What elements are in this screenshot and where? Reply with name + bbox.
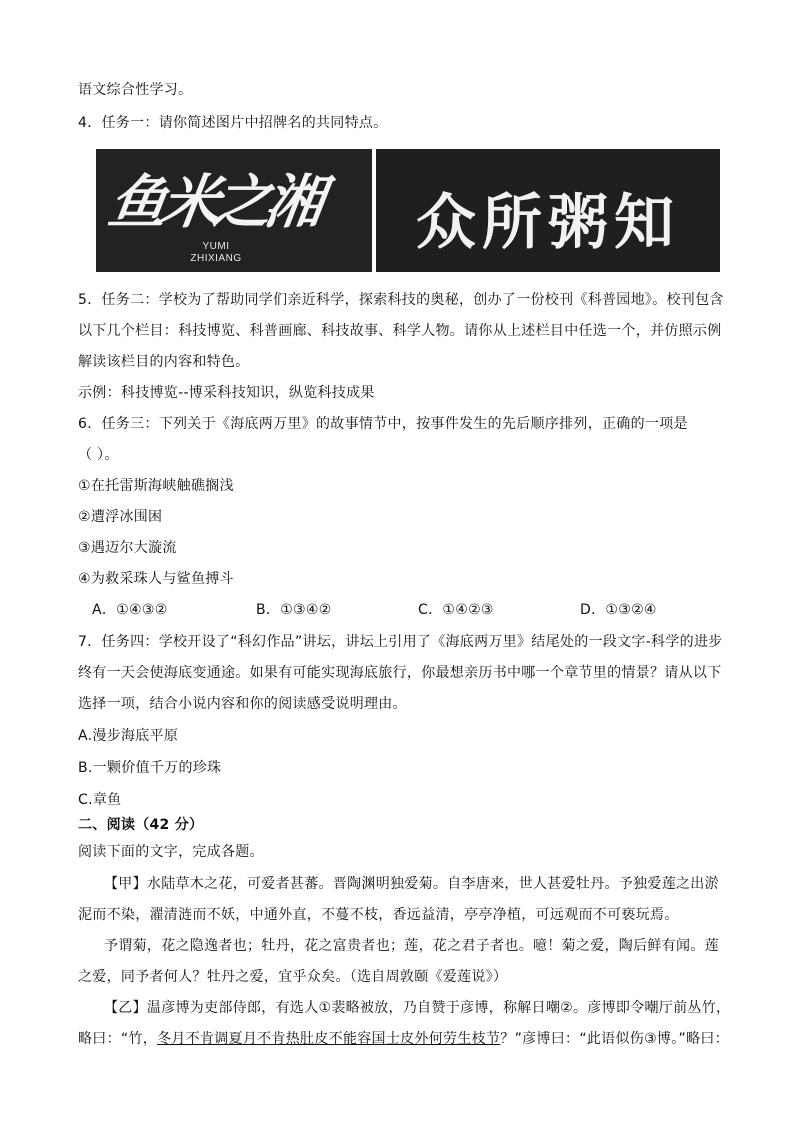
question-6-options: [92, 600, 712, 620]
question-7-line-3: 选择一项，结合小说内容和你的阅读感受说明理由。: [78, 696, 407, 712]
question-5-example: 示例：科技博览--博采科技知识，纵览科技成果: [78, 385, 375, 401]
signboard-zhong-suo-zhou-zhi: [376, 149, 720, 272]
section-2-heading: 二、阅读（42 分）: [78, 817, 204, 833]
signboard-images: [96, 149, 720, 272]
passage-jia-line-4: 之爱，同予者何人？牡丹之爱，宜乎众矣。（选自周敦颐《爱莲说》）: [78, 969, 508, 985]
option-d: D．①③②④: [580, 602, 657, 618]
passage-jia-line-3: 予谓菊，花之隐逸者也；牡丹，花之富贵者也；莲，花之君子者也。噫！菊之爱，陶后鲜有闻。莲: [104, 938, 719, 954]
passage-jia-line-2: 泥而不染，濯清涟而不妖，中通外直，不蔓不枝，香远益清，亭亭净植，可远观而不可亵玩焉。: [78, 907, 679, 923]
question-7-choice-c: C.章鱼: [78, 792, 122, 808]
option-b: B．①③④②: [256, 602, 332, 618]
signboard-1-calligraphy: 鱼米之湘: [104, 168, 323, 236]
question-6-stem-1: 6．任务三：下列关于《海底两万里》的故事情节中，按事件发生的先后顺序排列，正确的一项是: [78, 416, 688, 432]
question-7-line-1: 7．任务四：学校开设了“科幻作品”讲坛，讲坛上引用了《海底两万里》结尾处的一段文字-科学的进步: [78, 634, 723, 650]
question-7-choice-a: A.漫步海底平原: [78, 728, 179, 744]
question-7-choice-b: B.一颗价值千万的珍珠: [78, 760, 222, 776]
question-6-item-2: ②遭浮冰围困: [78, 509, 163, 525]
passage-yi-line-1: 【乙】温彦博为吏部侍郎，有选人①裴略被放，乃自赞于彦博，称解日嘲②。彦博即令嘲厅前丛竹，: [104, 1000, 731, 1016]
passage-yi-underlined-text: 冬月不肯调夏月不肯热肚皮不能容国士皮外何劳生枝节: [157, 1031, 501, 1047]
section-2-instruction: 阅读下面的文字，完成各题。: [78, 844, 264, 860]
passage-yi-line-2: [78, 1029, 729, 1049]
signboard-2-text: 众所粥知: [416, 188, 680, 258]
question-6-item-4: ④为救采珠人与鲨鱼搏斗: [78, 571, 234, 587]
question-5-line-3: 解读该栏目的内容和特色。: [78, 354, 250, 370]
question-6-item-3: ③遇迈尔大漩流: [78, 540, 177, 556]
intro-tail: 语文综合性学习。: [78, 82, 193, 98]
signboard-1-pinyin-2: ZHIXIANG: [190, 253, 242, 264]
question-6-stem-2: （ ）。: [78, 447, 119, 463]
question-6-item-1: ①在托雷斯海峡触礁搁浅: [78, 478, 234, 494]
signboard-1-pinyin-1: YUMI: [202, 241, 230, 252]
passage-yi-line-2-end: ？”彦博曰：“此语似伤③博。”略曰：: [500, 1031, 729, 1047]
option-a: A．①④③②: [92, 602, 168, 618]
signboard-yumi-zhixiang: [96, 149, 372, 272]
question-5-line-1: 5．任务二：学校为了帮助同学们亲近科学，探索科技的奥秘，创办了一份校刊《科普园地》。校刊包含: [78, 292, 724, 308]
option-c: C．①④②③: [418, 602, 494, 618]
passage-jia-line-1: 【甲】水陆草木之花，可爱者甚蕃。晋陶渊明独爱菊。自李唐来，世人甚爱牡丹。予独爱莲之出淤: [104, 876, 719, 892]
question-5-line-2: 以下几个栏目：科技博览、科普画廊、科技故事、科学人物。请你从上述栏目中任选一个，并仿照示例: [78, 323, 722, 339]
question-7-line-2: 终有一天会使海底变通途。如果有可能实现海底旅行，你最想亲历书中哪一个章节里的情景？请从以下: [78, 665, 722, 681]
passage-yi-line-2-start: 略曰：“竹，: [78, 1031, 158, 1047]
question-4: 4．任务一：请你简述图片中招牌名的共同特点。: [78, 115, 388, 131]
